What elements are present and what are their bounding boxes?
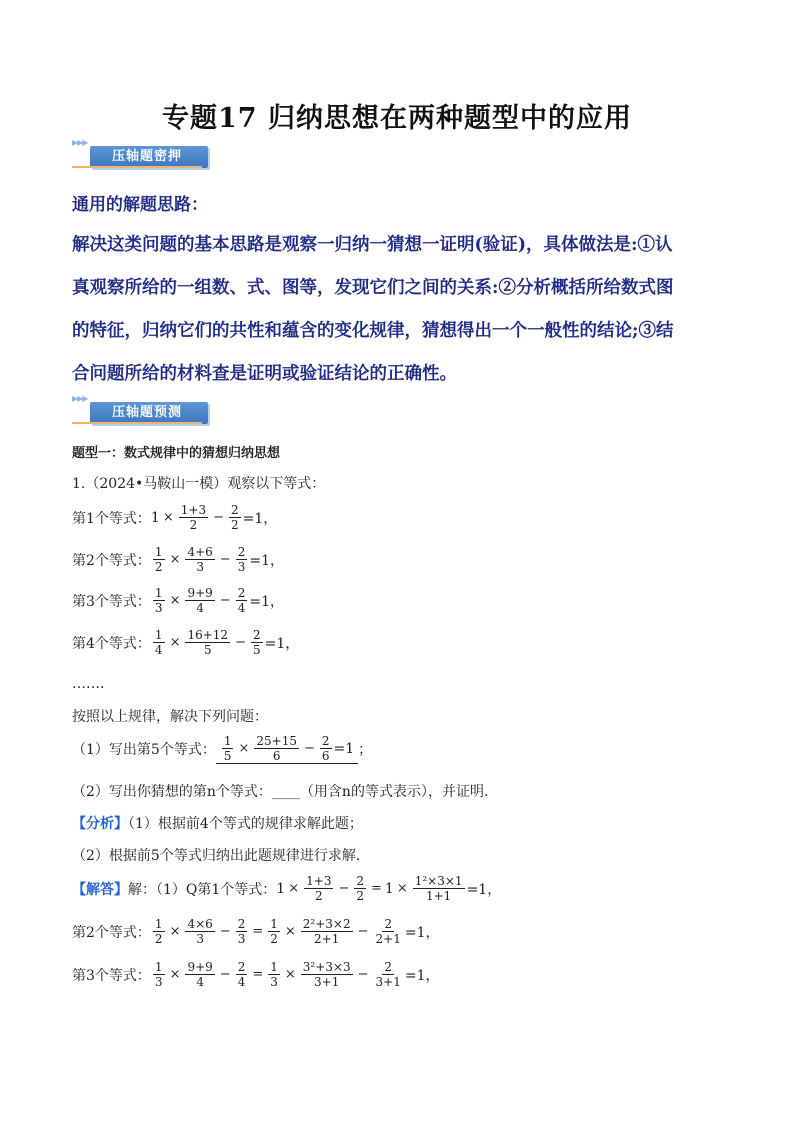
instruction: 按照以上规律，解决下列问题：	[72, 709, 268, 725]
method-line: 合问题所给的材料查是证明或验证结论的正确性。	[72, 364, 457, 384]
fraction: $\frac{\text{2²+3×2}}{2+1}$	[302, 917, 351, 946]
page-title: 专题17 归纳思想在两种题型中的应用	[162, 103, 632, 134]
fraction: $\frac{2}{2}$	[230, 503, 239, 532]
question-intro: 1.（2024•马鞍山一模）观察以下等式：	[72, 476, 326, 492]
equation-label: 第4个等式：	[72, 635, 151, 652]
fraction: $\frac{1}{3}$	[154, 960, 163, 989]
equation-label: 第2个等式：	[72, 924, 151, 941]
fraction: $\frac{2}{3}$	[237, 545, 246, 574]
fraction: $\frac{1}{3}$	[154, 586, 163, 615]
equation-label: 第2个等式：	[72, 552, 151, 569]
equation-1: 第1个等式： 1 × $\frac{1+3}{2}$ − $\frac{2}{2}$ =1，	[72, 503, 278, 532]
analysis-line-2: （2）根据前5个等式归纳出此题规律进行求解．	[72, 848, 370, 864]
arrow-decoration-icon: ▶▶▶	[72, 394, 88, 403]
part-1-prefix: （1）写出第5个等式：	[72, 742, 216, 758]
method-line: 的特征，归纳它们的共性和蕴含的变化规律，猜想得出一个一般性的结论;③结	[72, 321, 674, 341]
eq-term: 1	[276, 880, 286, 897]
method-paragraph	[72, 224, 722, 396]
answer-tag: 【解答】	[72, 881, 128, 898]
fraction: $\frac{1+3}{2}$	[180, 503, 207, 532]
banner-label: 压轴题预测	[112, 405, 183, 420]
arrow-decoration-icon: ▶▶▶	[72, 138, 88, 147]
equation-4: 第4个等式： $\frac{1}{4}$ × $\frac{16+12}{5}$ − $\frac{2}{5}$ =1，	[72, 628, 300, 657]
eq-result: =1，	[404, 967, 440, 984]
eq-result: =1，	[264, 635, 300, 652]
answer-line-3: 第3个等式： $\frac{1}{3}$ × $\frac{9+9}{4}$ − $\frac{2}{4}$ = $\frac{1}{3}$ × $\frac{\text{3²+3×3}}{3+1}$ − $\frac{2}{3+1}$ =1，	[72, 960, 440, 989]
eq-result: =1	[333, 740, 355, 757]
eq-result: =1，	[242, 510, 278, 527]
section-banner-prediction	[72, 392, 212, 426]
answer-blank: $\frac{1}{5}$ × $\frac{25+15}{6}$ − $\frac{2}{6}$ =1	[216, 734, 358, 764]
equation-3: 第3个等式： $\frac{1}{3}$ × $\frac{9+9}{4}$ − $\frac{2}{4}$ =1，	[72, 586, 284, 615]
answer-intro: 解：（1）Q第1个等式：	[128, 881, 277, 898]
fraction: $\frac{2}{3+1}$	[375, 960, 401, 989]
fraction: $\frac{2}{6}$	[321, 734, 330, 763]
fraction: $\frac{4\times 6}{3}$	[187, 917, 213, 946]
banner-underline	[72, 422, 202, 424]
method-line: 解决这类问题的基本思路是观察一归纳一猜想一证明(验证)，具体做法是:①认	[72, 235, 673, 255]
equation-label: 第1个等式：	[72, 510, 151, 527]
ellipsis: …….	[72, 676, 105, 692]
part-2: （2）写出你猜想的第n个等式：____（用含n的等式表示），并证明．	[72, 784, 498, 800]
fraction: $\frac{25+15}{6}$	[256, 734, 297, 763]
method-line: 真观察所给的一组数、式、图等，发现它们之间的关系:②分析概括所给数式图	[72, 278, 674, 298]
answer-line-1: 【解答】 解：（1）Q第1个等式： 1 × $\frac{1+3}{2}$ − $\frac{2}{2}$ = 1 × $\frac{\text{1²×3×1}}{1+1}$ =1，	[72, 874, 502, 903]
eq-result: =1，	[249, 593, 284, 610]
equation-label: 第3个等式：	[72, 967, 151, 984]
fraction: $\frac{2}{2+1}$	[375, 917, 401, 946]
fraction: $\frac{\text{1²×3×1}}{1+1}$	[414, 874, 463, 903]
fraction: $\frac{9+9}{4}$	[187, 960, 213, 989]
fraction: $\frac{1}{2}$	[154, 917, 163, 946]
eq-result: =1，	[404, 924, 440, 941]
fraction: $\frac{1}{2}$	[154, 545, 163, 574]
fraction: $\frac{1}{3}$	[270, 960, 278, 989]
part-1	[72, 734, 372, 764]
fraction: $\frac{2}{5}$	[252, 628, 261, 657]
section-banner-key-points	[72, 136, 212, 170]
banner-box	[90, 402, 208, 424]
fraction: $\frac{1+3}{2}$	[306, 874, 332, 903]
fraction: $\frac{2}{4}$	[237, 960, 246, 989]
fraction: $\frac{2}{2}$	[356, 874, 364, 903]
analysis-text: （1）根据前4个等式的规律求解此题；	[128, 816, 363, 832]
fraction: $\frac{\text{3²+3×3}}{3+1}$	[302, 960, 351, 989]
part-1-end: ；	[358, 742, 373, 758]
fraction: $\frac{9+9}{4}$	[187, 586, 213, 615]
fraction: $\frac{1}{2}$	[270, 917, 278, 946]
eq-term: 1	[150, 509, 160, 526]
banner-label: 压轴题密押	[112, 149, 183, 164]
answer-line-2: 第2个等式： $\frac{1}{2}$ × $\frac{4\times 6}{3}$ − $\frac{2}{3}$ = $\frac{1}{2}$ × $\frac{\text{2²+3×2}}{2+1}$ − $\frac{2}{2+1}$ =1，	[72, 917, 440, 946]
eq-result: =1，	[249, 552, 284, 569]
fraction: $\frac{16+12}{5}$	[187, 628, 229, 657]
fraction: $\frac{1}{5}$	[223, 734, 232, 763]
fraction: $\frac{1}{4}$	[154, 628, 163, 657]
type1-heading: 题型一：数式规律中的猜想归纳思想	[72, 446, 281, 461]
banner-underline	[72, 166, 202, 168]
analysis-tag: 【分析】	[72, 816, 128, 832]
fraction: $\frac{4+6}{3}$	[187, 545, 213, 574]
equation-2: 第2个等式： $\frac{1}{2}$ × $\frac{4+6}{3}$ − $\frac{2}{3}$ =1，	[72, 545, 284, 574]
eq-term: 1	[384, 880, 394, 897]
method-heading: 通用的解题思路：	[72, 195, 208, 215]
fraction: $\frac{2}{3}$	[237, 917, 246, 946]
eq-result: =1，	[466, 881, 502, 898]
equation-label: 第3个等式：	[72, 593, 151, 610]
analysis-line-1	[72, 813, 363, 833]
fraction: $\frac{2}{4}$	[237, 586, 246, 615]
banner-box	[90, 146, 208, 168]
